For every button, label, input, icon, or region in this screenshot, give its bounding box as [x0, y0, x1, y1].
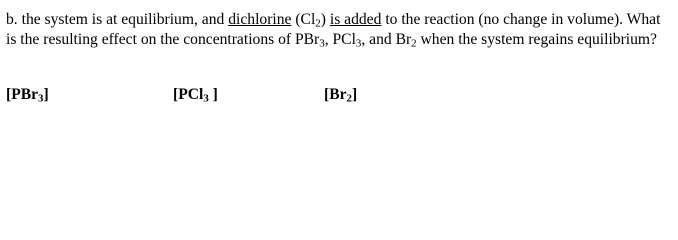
column-header-br2: $[Br_2]$	[324, 86, 358, 105]
reagent-name: dichlorine	[228, 11, 292, 28]
reagent-formula: $(Cl_2)$	[295, 11, 326, 30]
column-header-pcl3: [PCl$_3$ ]	[173, 86, 218, 105]
column-header-pbr3: [PBr$_3$]	[6, 86, 49, 105]
question-text: b. the system is at equilibrium, and dichlorine $(Cl_2)$ is added to the reaction (no change in volume). What is the resulting effect on the concentrations of PBr$_3$, PCl$_3$, and $Br_2$ when the system regains equilibrium?	[6, 11, 661, 50]
part-label: b.	[6, 11, 18, 28]
action-phrase: is added	[329, 11, 382, 28]
